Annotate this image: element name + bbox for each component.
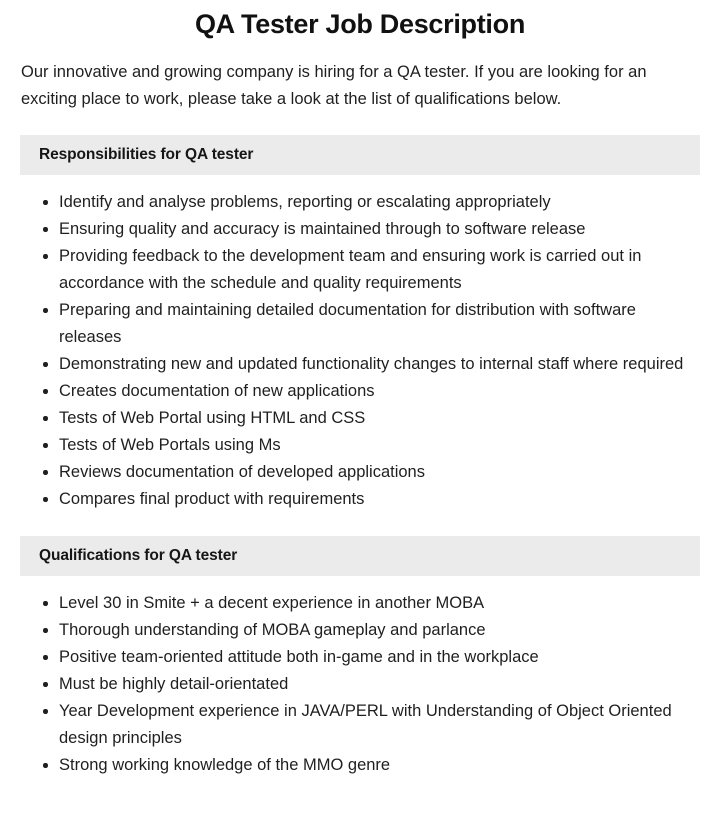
list-item: Thorough understanding of MOBA gameplay and parlance (43, 617, 700, 644)
list-item: Compares final product with requirements (43, 486, 700, 513)
section-responsibilities (0, 135, 720, 513)
list-item: Demonstrating new and updated functionality changes to internal staff where required (43, 351, 700, 378)
qualifications-list (0, 576, 720, 779)
section-header-responsibilities (20, 135, 700, 175)
section-header-qualifications (20, 536, 700, 576)
list-item: Strong working knowledge of the MMO genre (43, 752, 700, 779)
list-item: Reviews documentation of developed applications (43, 459, 700, 486)
responsibilities-list (0, 175, 720, 513)
list-item: Tests of Web Portal using HTML and CSS (43, 405, 700, 432)
list-item: Tests of Web Portals using Ms (43, 432, 700, 459)
section-heading-label: Qualifications for QA tester (39, 547, 238, 564)
list-item: Must be highly detail-orientated (43, 671, 700, 698)
list-item: Identify and analyse problems, reporting or escalating appropriately (43, 189, 700, 216)
section-qualifications (0, 536, 720, 779)
page-title: QA Tester Job Description (194, 9, 526, 39)
list-item: Positive team-oriented attitude both in-game and in the workplace (43, 644, 700, 671)
list-item: Level 30 in Smite + a decent experience in another MOBA (43, 590, 700, 617)
list-item: Creates documentation of new applications (43, 378, 700, 405)
list-item: Preparing and maintaining detailed documentation for distribution with software releases (43, 297, 700, 351)
list-item: Ensuring quality and accuracy is maintained through to software release (43, 216, 700, 243)
section-heading-label: Responsibilities for QA tester (39, 146, 254, 163)
intro-paragraph: Our innovative and growing company is hiring for a QA tester. If you are looking for an exciting place to work, please take a look at the list of qualifications below. (21, 63, 647, 108)
list-item: Providing feedback to the development team and ensuring work is carried out in accordance with the schedule and quality requirements (43, 243, 700, 297)
list-item: Year Development experience in JAVA/PERL with Understanding of Object Oriented design principles (43, 698, 700, 752)
